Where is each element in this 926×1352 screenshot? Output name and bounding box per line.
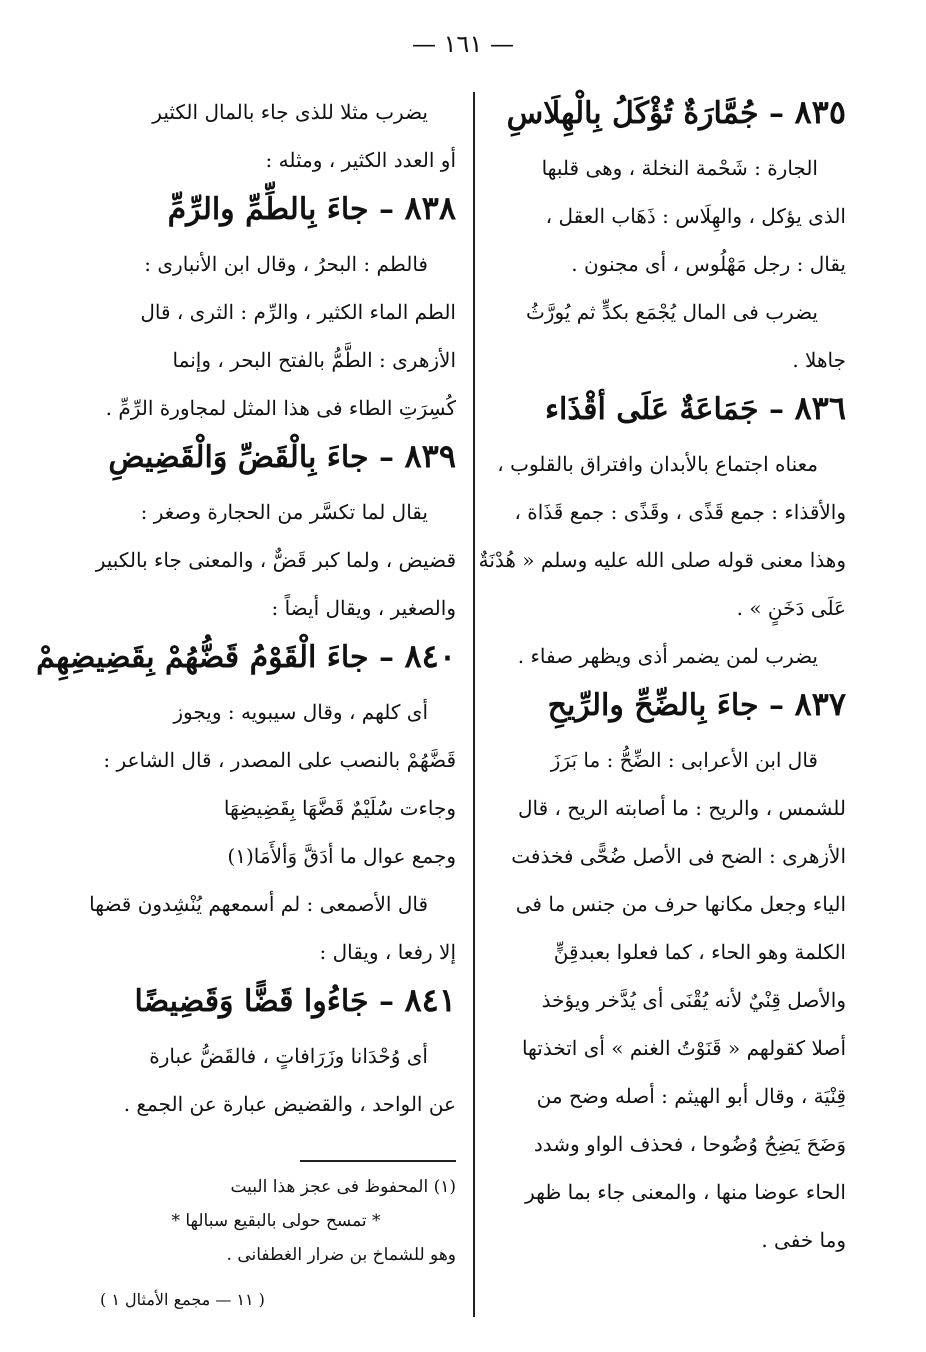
text-line: أو العدد الكثير ، ومثله : xyxy=(265,148,456,172)
right-column xyxy=(478,88,846,1264)
text-line: وجمع عوال ما أدَقَّ وَألأَمَا(١) xyxy=(227,844,456,868)
heading-dash: – xyxy=(368,984,405,1019)
text-line: جاهلا . xyxy=(792,348,846,372)
proverb-heading xyxy=(486,682,846,728)
proverb-text: جاءَ بِالضِّحِّ والرِّيحِ xyxy=(547,688,759,723)
footnotes xyxy=(96,1170,456,1272)
heading-dash: – xyxy=(758,96,795,131)
text-line: يضرب لمن يضمر أذى ويظهر صفاء . xyxy=(517,644,818,668)
footnote-separator xyxy=(300,1160,456,1162)
proverb-number: ٨٣٧ xyxy=(794,685,846,723)
proverb-number: ٨٣٨ xyxy=(404,189,456,227)
heading-dash: – xyxy=(368,440,405,475)
footnote-line: (١) المحفوظ فى عجز هذا البيت xyxy=(230,1177,456,1197)
proverb-heading xyxy=(96,186,456,232)
text-line: للشمس ، والريح : ما أصابته الريح ، قال xyxy=(517,796,846,820)
text-line: قَضَّهُمْ بالنصب على المصدر ، قال الشاعر : xyxy=(103,748,456,772)
text-line: يقال : رجل مَهْلُوس ، أى مجنون . xyxy=(571,252,846,276)
footnote-line: وهو للشماخ بن ضرار الغطفانى . xyxy=(226,1245,456,1265)
proverb-text: جُمَّارَةٌ تُؤْكَلُ بِالْهِلَاسِ xyxy=(506,96,759,131)
text-line: والأصل قِنْيٌ لأنه يُقْنَى أى يُدَّخر ويؤخذ xyxy=(541,988,846,1012)
proverb-heading xyxy=(96,434,456,480)
proverb-number: ٨٤١ xyxy=(404,981,456,1019)
text-line: الحاء عوضا منها ، والمعنى جاء بما ظهر xyxy=(525,1180,846,1204)
text-line: أى كلهم ، وقال سيبويه : ويجوز xyxy=(173,700,428,724)
text-line: وما خفى . xyxy=(761,1228,846,1252)
proverb-number: ٨٣٦ xyxy=(794,389,846,427)
heading-dash: – xyxy=(758,688,795,723)
text-line: يقال لما تكسَّر من الحجارة وصغر : xyxy=(140,500,428,524)
text-line: والأقذاء : جمع قَذًى ، وقَذًى : جمع قَذَاة ، xyxy=(514,500,846,524)
text-line: الياء وجعل مكانها حرف من جنس ما فى xyxy=(515,892,846,916)
proverb-text: جاءَ بِالطِّمِّ والرِّمِّ xyxy=(167,192,369,227)
proverb-number: ٨٣٩ xyxy=(404,437,456,475)
heading-dash: – xyxy=(368,640,405,675)
text-line: يضرب فى المال يُجْمَع بكدٍّ ثم يُورَّثُ xyxy=(525,300,818,324)
text-line: عَلَى دَخَنٍ » . xyxy=(736,596,846,620)
proverb-number: ٨٣٥ xyxy=(794,93,846,131)
proverb-heading xyxy=(96,978,456,1024)
text-line: وَضَحَ يَضِحُ وُضُوحا ، فحذف الواو وشدد xyxy=(533,1132,846,1156)
text-line: قِنْيَة ، وقال أبو الهيثم : أصله وضح من xyxy=(536,1084,846,1108)
proverb-text: جَمَاعَةٌ عَلَى أقْذَاء xyxy=(544,392,759,427)
proverb-text: جاءَ الْقَوْمُ قَضُّهُمْ بِقَضِيضِهِمْ xyxy=(36,640,369,675)
proverb-number: ٨٤٠ xyxy=(404,637,456,675)
text-line: قال الأصمعى : لم أسمعهم يُنْشِدون قضها xyxy=(89,892,428,916)
text-line: الأزهرى : الطَّمُّ بالفتح البحر ، وإنما xyxy=(172,348,456,372)
text-line: فالطم : البحرُ ، وقال ابن الأنبارى : xyxy=(144,252,428,276)
text-line: الطم الماء الكثير ، والرِّم : الثرى ، قال xyxy=(140,300,456,324)
heading-dash: – xyxy=(368,192,405,227)
text-line: والصغير ، ويقال أيضاً : xyxy=(271,596,456,620)
text-line: أى وُحْدَانا وزَرَافاتٍ ، فالقَضُّ عبارة xyxy=(149,1044,428,1068)
column-divider xyxy=(473,92,475,1317)
text-line: معناه اجتماع بالأبدان وافتراق بالقلوب ، xyxy=(497,452,818,476)
text-line: إلا رفعا ، ويقال : xyxy=(319,940,456,964)
heading-dash: – xyxy=(758,392,795,427)
proverb-text: جَاءُوا قَضًّا وَقَضِيضًا xyxy=(134,984,369,1019)
text-line: الأزهرى : الضح فى الأصل ضُحًّى فخذفت xyxy=(511,844,846,868)
text-line: كُسِرَتِ الطاء فى هذا المثل لمجاورة الرِّمِّ . xyxy=(105,396,456,420)
text-line: وجاءت سُلَيْمٌ قَضَّهَا بِقَضِيضِهَا xyxy=(223,796,456,820)
text-line: الجارة : شَحْمة النخلة ، وهى قلبها xyxy=(541,156,818,180)
page-number: — ١٦١ — xyxy=(412,30,514,58)
text-line: عن الواحد ، والقضيض عبارة عن الجمع . xyxy=(123,1092,456,1116)
proverb-heading xyxy=(486,386,846,432)
left-column xyxy=(36,88,456,1128)
text-line: قضيض ، ولما كبر قَضٌّ ، والمعنى جاء بالكبير xyxy=(95,548,456,572)
text-line: يضرب مثلا للذى جاء بالمال الكثير xyxy=(152,100,428,124)
text-line: قال ابن الأعرابى : الضِّحُّ : ما بَرَزَ xyxy=(550,748,818,772)
proverb-heading xyxy=(36,634,456,680)
text-line: الكلمة وهو الحاء ، كما فعلوا بعبدقِنٍّ xyxy=(553,940,846,964)
text-line: أصلا كقولهم « قَنَوْتُ الغنم » أى اتخذتها xyxy=(521,1036,846,1060)
proverb-text: جاءَ بِالْقَضِّ وَالْقَضِيضِ xyxy=(108,440,369,475)
proverb-heading xyxy=(486,90,846,136)
text-line: وهذا معنى قوله صلى الله عليه وسلم « هُدْنَةٌ xyxy=(478,548,846,572)
footnote-line: * تمسح حولى بالبقيع سبالها * xyxy=(171,1211,381,1231)
signature-mark: ( ١١ — مجمع الأمثال ١ ) xyxy=(100,1290,265,1309)
text-line: الذى يؤكل ، والهِلَاس : ذَهَاب العقل ، xyxy=(545,204,846,228)
